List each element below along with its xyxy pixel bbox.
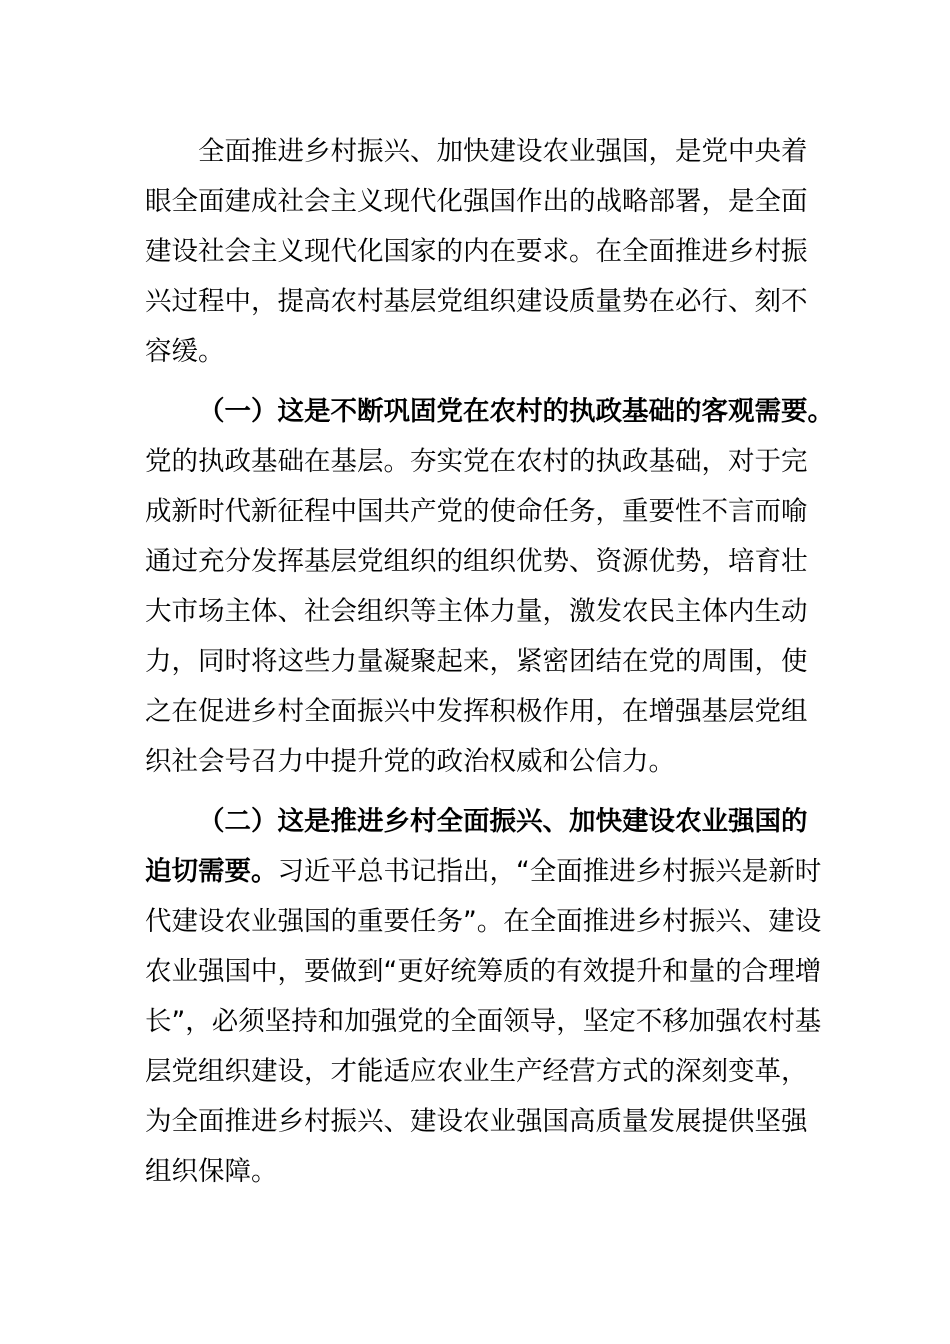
section-2-line: 长”，必须坚持和加强党的全面领导，坚定不移加强农村基 xyxy=(145,1006,822,1037)
section-2-line: 为全面推进乡村振兴、建设农业强国高质量发展提供坚强 xyxy=(145,1106,808,1137)
section-1-line: 力，同时将这些力量凝聚起来，紧密团结在党的周围，使 xyxy=(145,646,808,677)
section-2-line: 农业强国中，要做到“更好统筹质的有效提升和量的合理增 xyxy=(145,956,822,987)
intro-line: 兴过程中，提高农村基层党组织建设质量势在必行、刻不 xyxy=(145,286,808,317)
section-2-heading-end: 迫切需要。 xyxy=(145,856,278,887)
section-2-line: 组织保障。 xyxy=(145,1156,278,1187)
intro-line: 容缓。 xyxy=(145,336,225,367)
section-2-heading-line-2 xyxy=(145,852,821,892)
section-2-heading: （二）这是推进乡村全面振兴、加快建设农业强国的 xyxy=(198,806,808,837)
intro-line: 建设社会主义现代化国家的内在要求。在全面推进乡村振 xyxy=(145,236,808,267)
section-1-line: 成新时代新征程中国共产党的使命任务，重要性不言而喻 xyxy=(145,496,808,527)
section-2-text: 习近平总书记指出，“全面推进乡村振兴是新时 xyxy=(277,856,822,887)
section-2-line: 层党组织建设，才能适应农业生产经营方式的深刻变革， xyxy=(145,1056,808,1087)
section-1-line: 之在促进乡村全面振兴中发挥积极作用，在增强基层党组 xyxy=(145,696,808,727)
section-1-line: 通过充分发挥基层党组织的组织优势、资源优势，培育壮 xyxy=(145,546,808,577)
section-1-line: 织社会号召力中提升党的政治权威和公信力。 xyxy=(145,746,675,777)
intro-line: 眼全面建成社会主义现代化强国作出的战略部署，是全面 xyxy=(145,186,808,217)
section-2-line: 代建设农业强国的重要任务”。在全面推进乡村振兴、建设 xyxy=(145,906,822,937)
section-1-line: 党的执政基础在基层。夯实党在农村的执政基础，对于完 xyxy=(145,446,808,477)
section-1-heading: （一）这是不断巩固党在农村的执政基础的客观需要。 xyxy=(198,396,834,427)
section-1-line: 大市场主体、社会组织等主体力量，激发农民主体内生动 xyxy=(145,596,808,627)
intro-line: 全面推进乡村振兴、加快建设农业强国，是党中央着 xyxy=(198,136,808,167)
